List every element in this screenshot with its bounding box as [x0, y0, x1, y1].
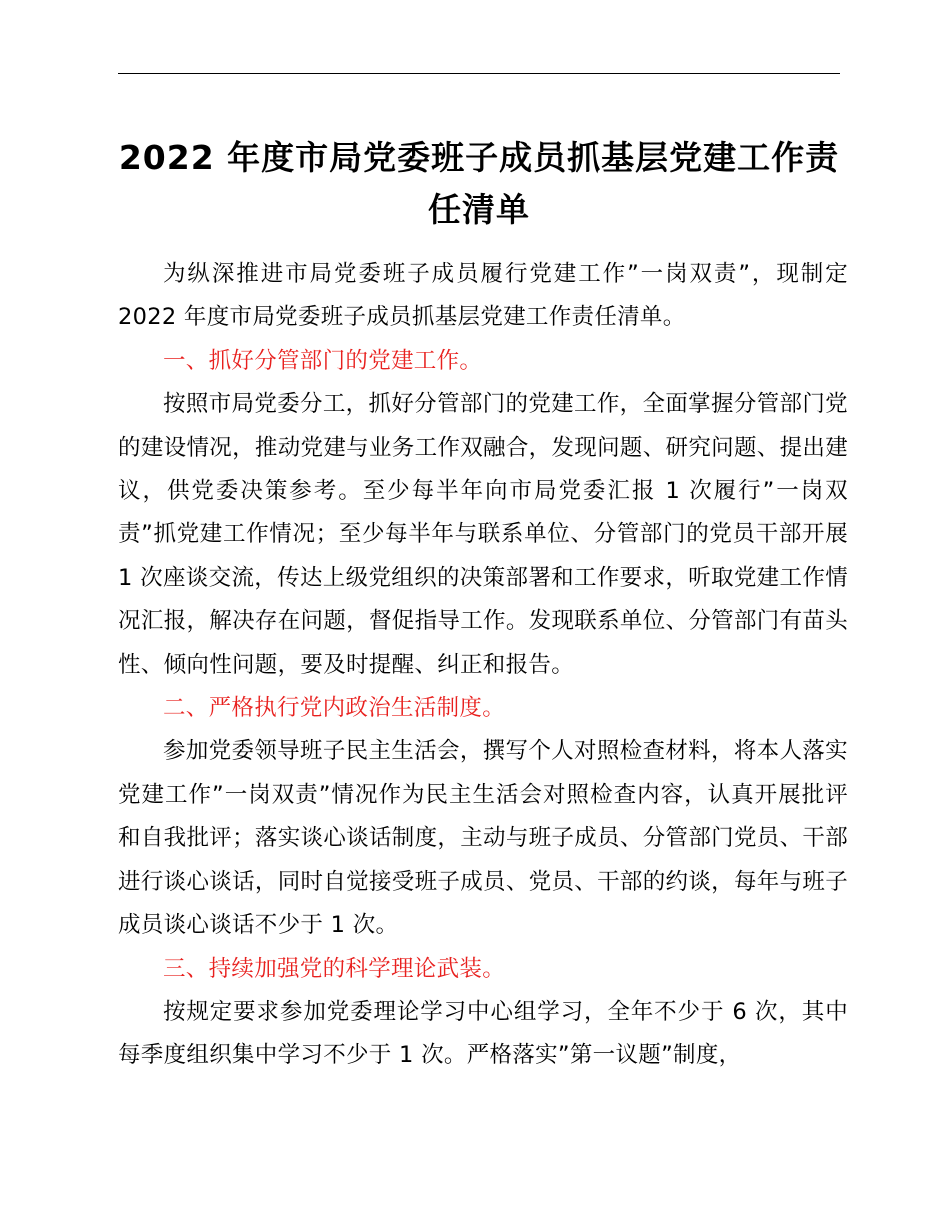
section-body-1: 按照市局党委分工，抓好分管部门的党建工作，全面掌握分管部门党的建设情况，推动党建与业务工作双融合，发现问题、研究问题、提出建议，供党委决策参考。至少每半年向市局党委汇报 1 次履行”一岗双责”抓党建工作情况；至少每半年与联系单位、分管部门的党员干部开展 1 次座谈交流，传达上级党组织的决策部署和工作要求，听取党建工作情况汇报，解决存在问题，督促指导工作。发现联系单位、分管部门有苗头性、倾向性问题，要及时提醒、纠正和报告。 [118, 391, 848, 678]
title-line-1: 2022 年度市局党委班子成员抓基层党建工作责 [118, 138, 840, 177]
document-title [118, 132, 840, 236]
header-rule [118, 73, 840, 74]
section-heading-1: 一、抓好分管部门的党建工作。 [163, 347, 483, 374]
section-body-3: 按规定要求参加党委理论学习中心组学习，全年不少于 6 次，其中每季度组织集中学习不少于 1 次。严格落实”第一议题”制度， [118, 998, 848, 1069]
title-line-2: 任清单 [428, 190, 530, 229]
section-heading-2: 二、严格执行党内政治生活制度。 [163, 695, 506, 722]
section-heading-3: 三、持续加强党的科学理论武装。 [163, 955, 506, 982]
document-body [118, 253, 848, 1078]
intro-paragraph: 为纵深推进市局党委班子成员履行党建工作”一岗双责”，现制定 2022 年度市局党委班子成员抓基层党建工作责任清单。 [118, 261, 848, 331]
section-body-2: 参加党委领导班子民主生活会，撰写个人对照检查材料，将本人落实党建工作”一岗双责”情况作为民主生活会对照检查内容，认真开展批评和自我批评；落实谈心谈话制度，主动与班子成员、分管部门党员、干部进行谈心谈话，同时自觉接受班子成员、党员、干部的约谈，每年与班子成员谈心谈话不少于 1 次。 [118, 738, 848, 939]
